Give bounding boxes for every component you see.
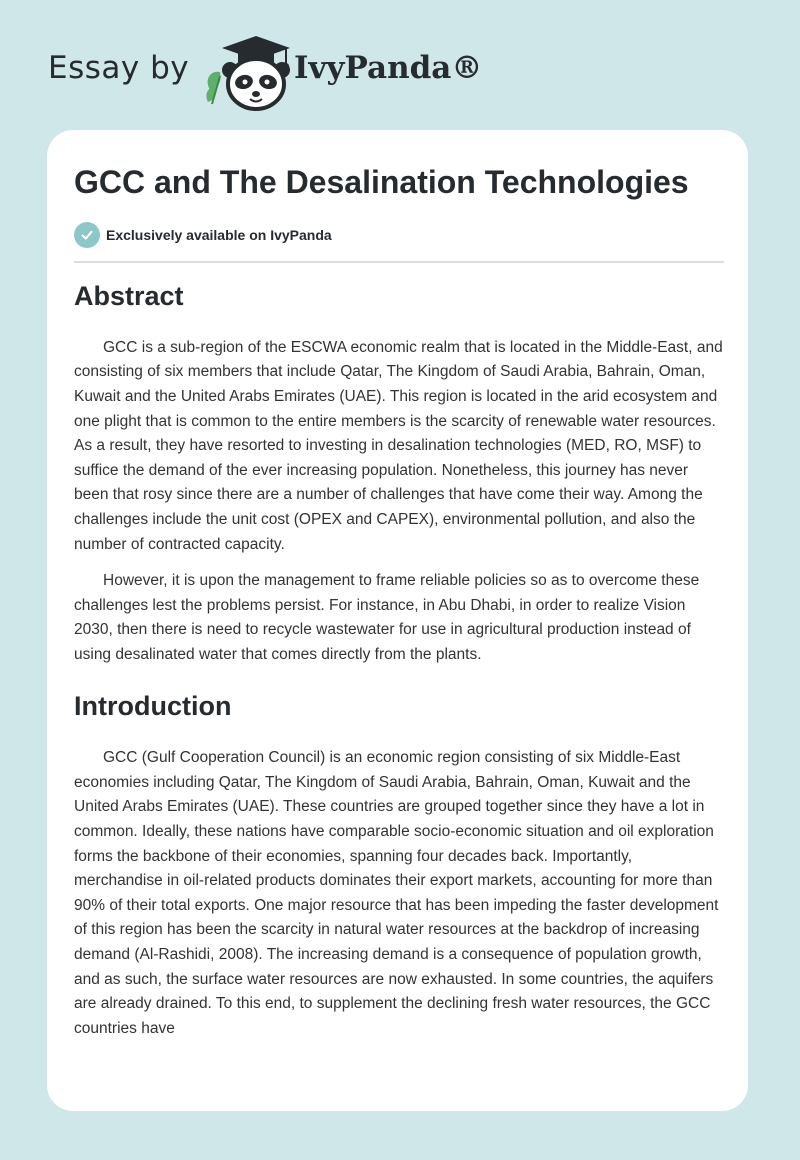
brand-prefix: Essay by: [48, 50, 190, 86]
paragraph: GCC (Gulf Cooperation Council) is an economic region consisting of six Middle-East economies including Qatar, The Kingdom of Saudi Arabia, Bahrain, Oman, Kuwait and the United Arabs Emirates (UAE). These countries are grouped together since they have a lot in common. Ideally, these nations have comparable socio-economic situation and oil exploration forms the backbone of their economies, spanning four decades back. Importantly, merchandise in oil-related products dominates their export markets, accounting for more than 90% of their total exports. One major resource that has been impeding the faster development of this region has been the scarcity in natural water resources at the backdrop of increasing demand (Al-Rashidi, 2008). The increasing demand is a consequence of population growth, and as such, the surface water resources are now exhausted. In some countries, the aquifers are already drained. To this end, to supplement the declining fresh water resources, the GCC countries have: [74, 749, 719, 1037]
page-title: GCC and The Desalination Technologies: [74, 164, 689, 200]
brand-header: [48, 30, 508, 110]
essay-body: [74, 280, 724, 1053]
exclusive-label: Exclusively available on IvyPanda: [106, 227, 332, 243]
section-heading: Abstract: [74, 281, 184, 311]
section-heading: Introduction: [74, 691, 232, 722]
check-icon: [74, 222, 100, 248]
paragraph: However, it is upon the management to frame reliable policies so as to overcome these challenges lest the problems persist. For instance, in Abu Dhabi, in order to realize Vision 2030, then there is need to recycle wastewater for use in agricultural production instead of using desalinated water that comes directly from the plants.: [74, 572, 700, 663]
panda-mascot-icon: [200, 32, 296, 112]
paragraph: GCC is a sub-region of the ESCWA economic realm that is located in the Middle-East, and consisting of six members that include Qatar, The Kingdom of Saudi Arabia, Bahrain, Oman, Kuwait and the United Arabs Emirates (UAE). This region is located in the arid ecosystem and one plight that is common to the entire members is the scarcity of renewable water resources. As a result, they have resorted to investing in desalination technologies (MED, RO, MSF) to suffice the demand of the ever increasing population. Nonetheless, this journey has never been that rosy since there are a number of challenges that have come their way. Among the challenges include the unit cost (OPEX and CAPEX), environmental pollution, and also the number of contracted capacity.: [74, 338, 723, 553]
brand-name: IvyPanda®: [294, 50, 483, 86]
section-introduction: [74, 690, 724, 1041]
divider: [74, 261, 724, 263]
essay-card: [47, 130, 748, 1111]
exclusive-badge: [74, 222, 332, 248]
section-abstract: [74, 280, 724, 667]
